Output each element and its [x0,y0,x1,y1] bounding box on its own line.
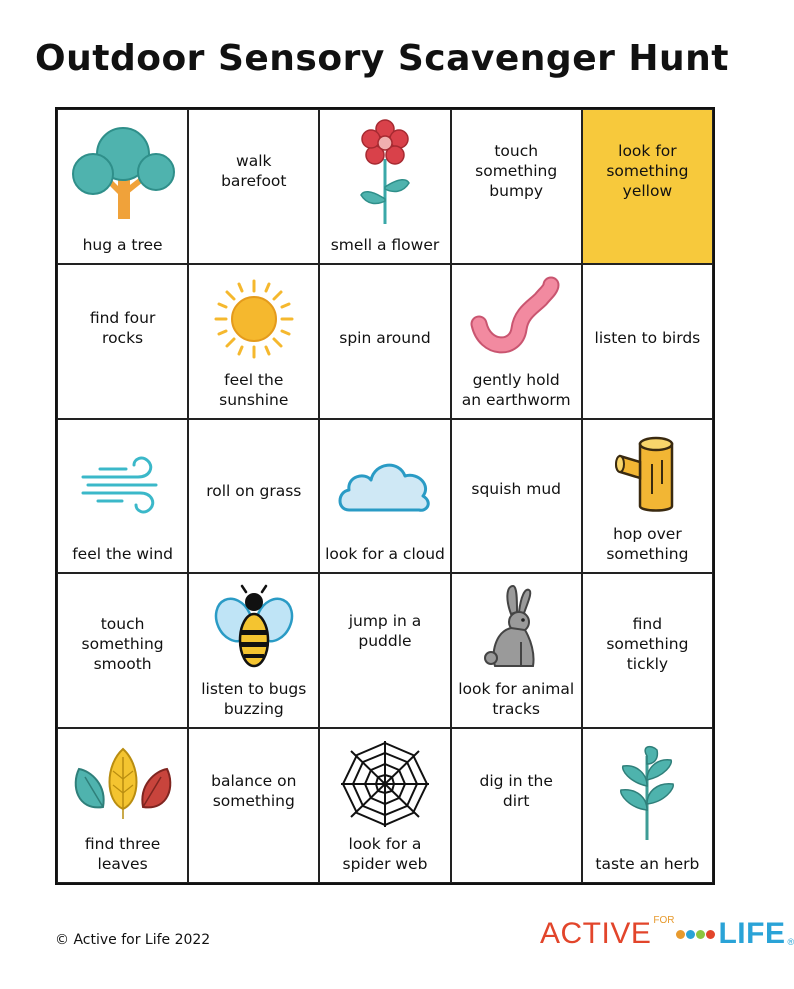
cell-balance-on-something[interactable] [188,728,319,883]
cell-look-for-animal-tracks[interactable] [451,573,582,728]
logo-for-text: FOR [653,914,675,926]
cell-jump-in-a-puddle[interactable] [319,573,450,728]
cell-squish-mud[interactable] [451,419,582,574]
copyright-text: © Active for Life 2022 [55,932,211,948]
cell-label: touch something smooth [81,614,164,673]
cell-look-for-a-cloud[interactable] [319,419,450,574]
sun-icon [214,279,294,359]
cell-label: smell a flower [330,235,440,254]
active-for-life-logo [540,914,794,951]
cell-label: squish mud [471,479,562,498]
cell-label: touch something bumpy [475,142,558,201]
logo-dots-icon [676,930,716,939]
cell-dig-in-the-dirt[interactable] [451,728,582,883]
cell-spin-around[interactable] [319,264,450,419]
cell-find-four-rocks[interactable] [57,264,188,419]
cell-label: hug a tree [82,235,163,254]
cell-label: gently hold an earthworm [461,370,571,409]
cell-label: listen to bugs buzzing [201,680,307,719]
cell-label: look for a cloud [325,545,445,564]
log-icon [612,434,682,514]
cell-label: spin around [339,329,431,348]
cell-label: listen to birds [594,329,701,348]
flower-icon [355,119,415,229]
logo-life-text: LIFE [718,917,786,950]
cell-label: look for animal tracks [458,680,575,719]
cell-taste-an-herb[interactable] [582,728,713,883]
page-title: Outdoor Sensory Scavenger Hunt [35,38,729,79]
cell-label: jump in a puddle [348,611,422,650]
spider-web-icon [337,739,433,829]
cell-label: find four rocks [89,309,156,348]
cell-label: find something tickly [606,614,689,673]
cell-label: balance on something [211,771,297,810]
cell-touch-something-smooth[interactable] [57,573,188,728]
cell-label: taste an herb [595,855,700,873]
logo-active-text: ACTIVE [540,917,652,950]
cell-hug-a-tree[interactable] [57,109,188,264]
cell-listen-to-birds[interactable] [582,264,713,419]
cell-label: look for something yellow [606,142,689,201]
cell-label: walk barefoot [221,152,287,191]
cell-roll-on-grass[interactable] [188,419,319,574]
cell-look-for-a-spider-web[interactable] [319,728,450,883]
cell-label: feel the wind [72,545,173,564]
cell-hop-over-something[interactable] [582,419,713,574]
rabbit-icon [481,584,551,674]
earthworm-icon [471,279,561,359]
cell-label: look for a spider web [342,835,428,873]
logo-registered-mark: ® [787,937,794,947]
cell-smell-a-flower[interactable] [319,109,450,264]
cell-label: find three leaves [84,835,161,873]
cell-walk-barefoot[interactable] [188,109,319,264]
herb-icon [607,746,687,842]
cloud-icon [335,452,435,516]
cell-look-for-something-yellow[interactable] [582,109,713,264]
cell-label: hop over something [606,525,689,564]
cell-find-something-tickly[interactable] [582,573,713,728]
wind-icon [78,449,168,519]
bee-icon [214,584,294,674]
cell-listen-to-bugs-buzzing[interactable] [188,573,319,728]
cell-label: roll on grass [206,481,302,500]
cell-find-three-leaves[interactable] [57,728,188,883]
cell-feel-the-wind[interactable] [57,419,188,574]
cell-touch-something-bumpy[interactable] [451,109,582,264]
cell-feel-the-sunshine[interactable] [188,264,319,419]
cell-label: dig in the dirt [479,771,553,810]
leaves-icon [67,745,179,823]
scavenger-grid [55,107,715,885]
cell-label: feel the sunshine [219,370,289,409]
cell-gently-hold-an-earthworm[interactable] [451,264,582,419]
tree-icon [68,124,178,224]
